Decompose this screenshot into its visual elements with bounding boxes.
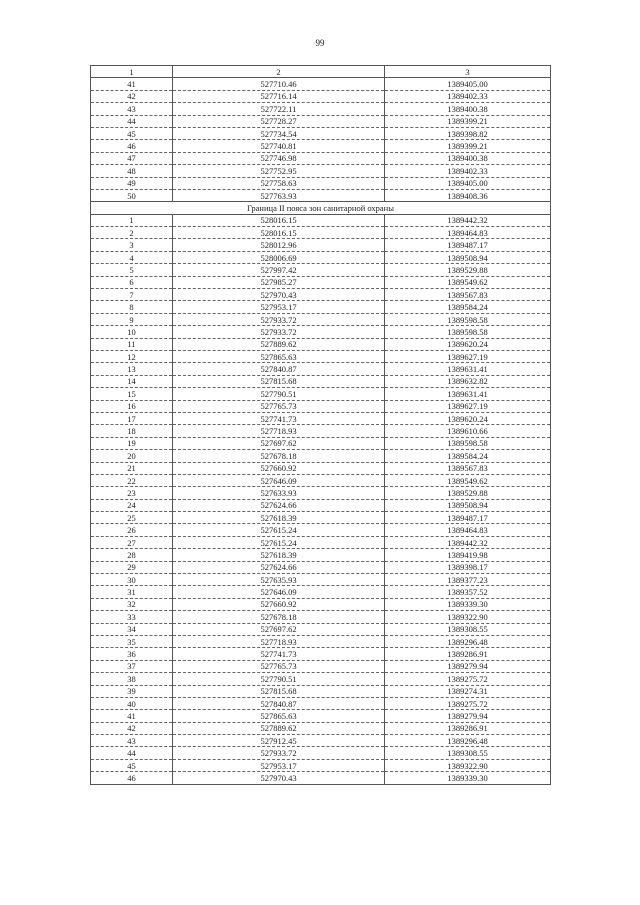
table-row — [91, 611, 551, 623]
x-coordinate-cell: 527741.73 — [173, 412, 385, 424]
table-row — [91, 165, 551, 177]
point-number-cell: 17 — [91, 412, 173, 424]
point-number-cell: 3 — [91, 239, 173, 251]
x-coordinate-cell: 527752.95 — [173, 165, 385, 177]
x-coordinate-cell: 527618.39 — [173, 512, 385, 524]
point-number-cell: 10 — [91, 326, 173, 338]
column-header-point: 1 — [91, 66, 173, 78]
table-row — [91, 437, 551, 449]
point-number-cell: 33 — [91, 611, 173, 623]
table-row — [91, 363, 551, 375]
x-coordinate-cell: 527970.43 — [173, 289, 385, 301]
column-header-y: 3 — [385, 66, 551, 78]
point-number-cell: 47 — [91, 152, 173, 164]
point-number-cell: 15 — [91, 388, 173, 400]
table-row — [91, 375, 551, 387]
point-number-cell: 20 — [91, 450, 173, 462]
table-row — [91, 499, 551, 511]
x-coordinate-cell: 527933.72 — [173, 326, 385, 338]
point-number-cell: 34 — [91, 623, 173, 635]
y-coordinate-cell: 1389357.52 — [385, 586, 551, 598]
y-coordinate-cell: 1389419.98 — [385, 549, 551, 561]
y-coordinate-cell: 1389398.17 — [385, 561, 551, 573]
x-coordinate-cell: 527710.46 — [173, 78, 385, 90]
point-number-cell: 36 — [91, 648, 173, 660]
x-coordinate-cell: 527933.72 — [173, 747, 385, 759]
x-coordinate-cell: 527624.66 — [173, 499, 385, 511]
y-coordinate-cell: 1389274.31 — [385, 685, 551, 697]
table-row — [91, 772, 551, 784]
x-coordinate-cell: 527615.24 — [173, 524, 385, 536]
y-coordinate-cell: 1389508.94 — [385, 251, 551, 263]
table-row — [91, 710, 551, 722]
point-number-cell: 13 — [91, 363, 173, 375]
y-coordinate-cell: 1389631.41 — [385, 388, 551, 400]
y-coordinate-cell: 1389529.88 — [385, 264, 551, 276]
table-row — [91, 549, 551, 561]
table-row — [91, 487, 551, 499]
y-coordinate-cell: 1389549.62 — [385, 474, 551, 486]
point-number-cell: 46 — [91, 772, 173, 784]
x-coordinate-cell: 527697.62 — [173, 623, 385, 635]
y-coordinate-cell: 1389487.17 — [385, 239, 551, 251]
x-coordinate-cell: 527765.73 — [173, 400, 385, 412]
point-number-cell: 44 — [91, 115, 173, 127]
x-coordinate-cell: 527746.98 — [173, 152, 385, 164]
point-number-cell: 39 — [91, 685, 173, 697]
x-coordinate-cell: 527758.63 — [173, 177, 385, 189]
table-row — [91, 450, 551, 462]
y-coordinate-cell: 1389286.91 — [385, 648, 551, 660]
point-number-cell: 21 — [91, 462, 173, 474]
y-coordinate-cell: 1389627.19 — [385, 350, 551, 362]
point-number-cell: 23 — [91, 487, 173, 499]
x-coordinate-cell: 527618.39 — [173, 549, 385, 561]
coordinates-table — [90, 65, 551, 785]
x-coordinate-cell: 527728.27 — [173, 115, 385, 127]
x-coordinate-cell: 527889.62 — [173, 722, 385, 734]
point-number-cell: 8 — [91, 301, 173, 313]
table-row — [91, 350, 551, 362]
point-number-cell: 32 — [91, 598, 173, 610]
point-number-cell: 27 — [91, 536, 173, 548]
y-coordinate-cell: 1389279.94 — [385, 660, 551, 672]
y-coordinate-cell: 1389399.21 — [385, 115, 551, 127]
y-coordinate-cell: 1389400.38 — [385, 103, 551, 115]
table-row — [91, 685, 551, 697]
x-coordinate-cell: 527763.93 — [173, 189, 385, 201]
y-coordinate-cell: 1389402.33 — [385, 90, 551, 102]
y-coordinate-cell: 1389308.55 — [385, 623, 551, 635]
point-number-cell: 44 — [91, 747, 173, 759]
point-number-cell: 30 — [91, 574, 173, 586]
point-number-cell: 31 — [91, 586, 173, 598]
y-coordinate-cell: 1389632.82 — [385, 375, 551, 387]
table-row — [91, 78, 551, 90]
point-number-cell: 45 — [91, 759, 173, 771]
point-number-cell: 9 — [91, 313, 173, 325]
table-row — [91, 289, 551, 301]
x-coordinate-cell: 527912.45 — [173, 735, 385, 747]
x-coordinate-cell: 527716.14 — [173, 90, 385, 102]
page-number: 99 — [315, 38, 325, 48]
x-coordinate-cell: 527678.18 — [173, 611, 385, 623]
table-row — [91, 673, 551, 685]
x-coordinate-cell: 527865.63 — [173, 350, 385, 362]
y-coordinate-cell: 1389584.24 — [385, 450, 551, 462]
point-number-cell: 41 — [91, 710, 173, 722]
table-row — [91, 264, 551, 276]
y-coordinate-cell: 1389620.24 — [385, 412, 551, 424]
x-coordinate-cell: 527646.09 — [173, 586, 385, 598]
table-row — [91, 412, 551, 424]
coordinates-table-body — [91, 66, 551, 785]
table-row — [91, 574, 551, 586]
y-coordinate-cell: 1389339.30 — [385, 598, 551, 610]
table-row — [91, 425, 551, 437]
point-number-cell: 40 — [91, 697, 173, 709]
x-coordinate-cell: 527741.73 — [173, 648, 385, 660]
y-coordinate-cell: 1389442.32 — [385, 536, 551, 548]
table-row — [91, 697, 551, 709]
y-coordinate-cell: 1389400.38 — [385, 152, 551, 164]
table-row — [91, 623, 551, 635]
table-row — [91, 326, 551, 338]
y-coordinate-cell: 1389322.90 — [385, 611, 551, 623]
y-coordinate-cell: 1389275.72 — [385, 697, 551, 709]
y-coordinate-cell: 1389567.83 — [385, 462, 551, 474]
y-coordinate-cell: 1389464.83 — [385, 524, 551, 536]
point-number-cell: 24 — [91, 499, 173, 511]
y-coordinate-cell: 1389275.72 — [385, 673, 551, 685]
table-row — [91, 276, 551, 288]
point-number-cell: 43 — [91, 735, 173, 747]
x-coordinate-cell: 527933.72 — [173, 313, 385, 325]
point-number-cell: 14 — [91, 375, 173, 387]
point-number-cell: 4 — [91, 251, 173, 263]
table-row — [91, 648, 551, 660]
y-coordinate-cell: 1389598.58 — [385, 437, 551, 449]
point-number-cell: 11 — [91, 338, 173, 350]
table-row — [91, 127, 551, 139]
y-coordinate-cell: 1389398.82 — [385, 127, 551, 139]
x-coordinate-cell: 527722.11 — [173, 103, 385, 115]
section-title: Граница II пояса зон санитарной охраны — [91, 202, 551, 214]
table-header-row — [91, 66, 551, 78]
y-coordinate-cell: 1389567.83 — [385, 289, 551, 301]
table-row — [91, 722, 551, 734]
y-coordinate-cell: 1389402.33 — [385, 165, 551, 177]
table-row — [91, 251, 551, 263]
y-coordinate-cell: 1389487.17 — [385, 512, 551, 524]
y-coordinate-cell: 1389610.66 — [385, 425, 551, 437]
table-row — [91, 660, 551, 672]
y-coordinate-cell: 1389322.90 — [385, 759, 551, 771]
point-number-cell: 37 — [91, 660, 173, 672]
x-coordinate-cell: 527953.17 — [173, 759, 385, 771]
y-coordinate-cell: 1389620.24 — [385, 338, 551, 350]
x-coordinate-cell: 527815.68 — [173, 375, 385, 387]
x-coordinate-cell: 527718.93 — [173, 635, 385, 647]
table-row — [91, 301, 551, 313]
y-coordinate-cell: 1389631.41 — [385, 363, 551, 375]
y-coordinate-cell: 1389627.19 — [385, 400, 551, 412]
x-coordinate-cell: 527734.54 — [173, 127, 385, 139]
x-coordinate-cell: 527660.92 — [173, 598, 385, 610]
x-coordinate-cell: 527840.87 — [173, 363, 385, 375]
point-number-cell: 42 — [91, 90, 173, 102]
y-coordinate-cell: 1389549.62 — [385, 276, 551, 288]
table-row — [91, 388, 551, 400]
table-row — [91, 400, 551, 412]
table-row — [91, 474, 551, 486]
table-row — [91, 598, 551, 610]
point-number-cell: 1 — [91, 214, 173, 226]
y-coordinate-cell: 1389286.91 — [385, 722, 551, 734]
table-row — [91, 524, 551, 536]
table-row — [91, 313, 551, 325]
x-coordinate-cell: 527633.93 — [173, 487, 385, 499]
point-number-cell: 25 — [91, 512, 173, 524]
point-number-cell: 45 — [91, 127, 173, 139]
point-number-cell: 26 — [91, 524, 173, 536]
table-row — [91, 239, 551, 251]
y-coordinate-cell: 1389296.48 — [385, 735, 551, 747]
point-number-cell: 5 — [91, 264, 173, 276]
table-row — [91, 512, 551, 524]
table-row — [91, 90, 551, 102]
x-coordinate-cell: 527970.43 — [173, 772, 385, 784]
table-row — [91, 759, 551, 771]
table-row — [91, 735, 551, 747]
x-coordinate-cell: 527985.27 — [173, 276, 385, 288]
point-number-cell: 18 — [91, 425, 173, 437]
table-row — [91, 103, 551, 115]
point-number-cell: 48 — [91, 165, 173, 177]
point-number-cell: 19 — [91, 437, 173, 449]
x-coordinate-cell: 528012.96 — [173, 239, 385, 251]
y-coordinate-cell: 1389296.48 — [385, 635, 551, 647]
table-row — [91, 227, 551, 239]
y-coordinate-cell: 1389377.23 — [385, 574, 551, 586]
point-number-cell: 22 — [91, 474, 173, 486]
point-number-cell: 43 — [91, 103, 173, 115]
point-number-cell: 46 — [91, 140, 173, 152]
point-number-cell: 6 — [91, 276, 173, 288]
point-number-cell: 2 — [91, 227, 173, 239]
point-number-cell: 12 — [91, 350, 173, 362]
table-row — [91, 115, 551, 127]
y-coordinate-cell: 1389598.58 — [385, 313, 551, 325]
x-coordinate-cell: 527790.51 — [173, 673, 385, 685]
point-number-cell: 38 — [91, 673, 173, 685]
x-coordinate-cell: 527718.93 — [173, 425, 385, 437]
x-coordinate-cell: 527678.18 — [173, 450, 385, 462]
x-coordinate-cell: 527697.62 — [173, 437, 385, 449]
x-coordinate-cell: 527765.73 — [173, 660, 385, 672]
x-coordinate-cell: 527635.93 — [173, 574, 385, 586]
point-number-cell: 35 — [91, 635, 173, 647]
y-coordinate-cell: 1389279.94 — [385, 710, 551, 722]
x-coordinate-cell: 527889.62 — [173, 338, 385, 350]
point-number-cell: 28 — [91, 549, 173, 561]
y-coordinate-cell: 1389442.32 — [385, 214, 551, 226]
x-coordinate-cell: 527840.87 — [173, 697, 385, 709]
x-coordinate-cell: 527615.24 — [173, 536, 385, 548]
table-row — [91, 561, 551, 573]
x-coordinate-cell: 527624.66 — [173, 561, 385, 573]
x-coordinate-cell: 527740.81 — [173, 140, 385, 152]
table-row — [91, 338, 551, 350]
point-number-cell: 41 — [91, 78, 173, 90]
x-coordinate-cell: 527865.63 — [173, 710, 385, 722]
column-header-x: 2 — [173, 66, 385, 78]
y-coordinate-cell: 1389584.24 — [385, 301, 551, 313]
point-number-cell: 42 — [91, 722, 173, 734]
table-row — [91, 635, 551, 647]
table-row — [91, 140, 551, 152]
x-coordinate-cell: 527997.42 — [173, 264, 385, 276]
x-coordinate-cell: 527790.51 — [173, 388, 385, 400]
y-coordinate-cell: 1389405.00 — [385, 177, 551, 189]
y-coordinate-cell: 1389399.21 — [385, 140, 551, 152]
point-number-cell: 16 — [91, 400, 173, 412]
table-row — [91, 177, 551, 189]
x-coordinate-cell: 527660.92 — [173, 462, 385, 474]
x-coordinate-cell: 527953.17 — [173, 301, 385, 313]
y-coordinate-cell: 1389405.00 — [385, 78, 551, 90]
point-number-cell: 50 — [91, 189, 173, 201]
table-row — [91, 189, 551, 201]
y-coordinate-cell: 1389598.58 — [385, 326, 551, 338]
x-coordinate-cell: 528006.69 — [173, 251, 385, 263]
table-row — [91, 536, 551, 548]
table-row — [91, 152, 551, 164]
table-row — [91, 747, 551, 759]
y-coordinate-cell: 1389408.36 — [385, 189, 551, 201]
y-coordinate-cell: 1389464.83 — [385, 227, 551, 239]
y-coordinate-cell: 1389308.55 — [385, 747, 551, 759]
point-number-cell: 7 — [91, 289, 173, 301]
x-coordinate-cell: 528016.15 — [173, 214, 385, 226]
x-coordinate-cell: 528016.15 — [173, 227, 385, 239]
section-row — [91, 202, 551, 214]
y-coordinate-cell: 1389529.88 — [385, 487, 551, 499]
x-coordinate-cell: 527815.68 — [173, 685, 385, 697]
table-row — [91, 214, 551, 226]
point-number-cell: 29 — [91, 561, 173, 573]
table-row — [91, 462, 551, 474]
x-coordinate-cell: 527646.09 — [173, 474, 385, 486]
y-coordinate-cell: 1389508.94 — [385, 499, 551, 511]
y-coordinate-cell: 1389339.30 — [385, 772, 551, 784]
point-number-cell: 49 — [91, 177, 173, 189]
table-row — [91, 586, 551, 598]
